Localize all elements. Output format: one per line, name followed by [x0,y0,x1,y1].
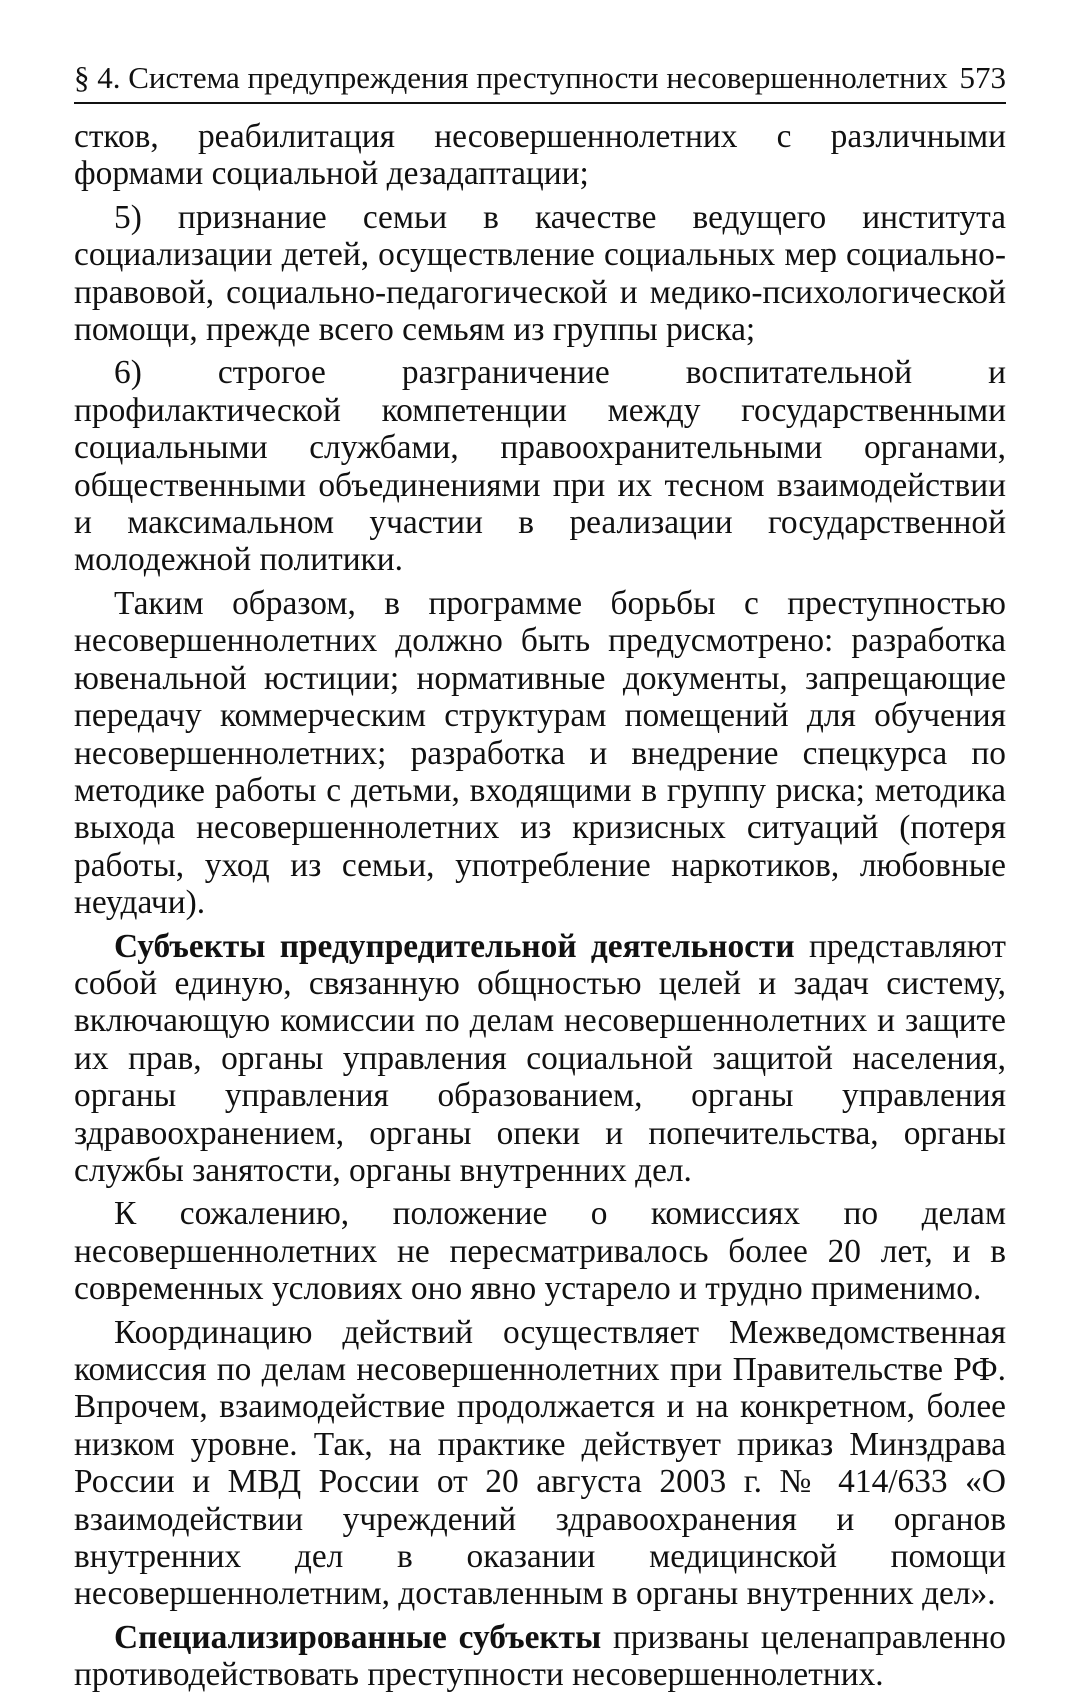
page-number: 573 [959,60,1006,95]
paragraph: Таким образом, в программе борьбы с преступностью несовершеннолетних должно быть предусмотрено: разработка ювенальной юстиции; нормативные документы, запрещающие передачу коммерческим структурам помещений для обучения несовершеннолетних; разработка и внедрение спецкурса по методике работы с детьми, входящими в группу риска; методика выхода несовершеннолетних из кризисных ситуаций (потеря работы, уход из семьи, употребление наркотиков, любовные неудачи). [74,584,1006,922]
paragraph: Координацию действий осуществляет Межведомственная комиссия по делам несовершеннолетних при Правительстве РФ. Впрочем, взаимодействие продолжается и на конкретном, более низком уровне. Так, на практике действует приказ Минздрава России и МВД России от 20 августа 2003 г. № 414/633 «О взаимодействии учреждений здравоохранения и органов внутренних дел в оказании медицинской помощи несовершеннолетним, доставленным в органы внутренних дел». [74,1313,1006,1613]
paragraph: Субъекты предупредительной деятельности представляют собой единую, связанную общностью целей и задач систему, включающую комиссии по делам несовершеннолетних и защите их прав, органы управления социальной защитой населения, органы управления образованием, органы управления здравоохранением, органы опеки и попечительства, органы службы занятости, органы внутренних дел. [74,927,1006,1189]
paragraph: 5) признание семьи в качестве ведущего института социализации детей, осуществление социальных мер социально-правовой, социально-педагогической и медико-психологической помощи, прежде всего семьям из группы риска; [74,198,1006,349]
book-page [74,58,1006,1700]
running-header [74,58,1006,104]
bold-term: Субъекты предупредительной деятельности [114,927,795,965]
paragraph: стков, реабилитация несовершеннолетних с различными формами социальной дезадаптации; [74,118,1006,193]
paragraph: 6) строгое разграничение воспитательной и профилактической компетенции между государственными социальными службами, правоохранительными органами, общественными объединениями при их тесном взаимодействии и максимальном участии в реализации государственной молодежной политики. [74,354,1006,579]
section-title: § 4. Система предупреждения преступности несовершеннолетних [74,60,948,95]
body-text [74,118,1006,1694]
paragraph: К сожалению, положение о комиссиях по делам несовершеннолетних не пересматривалось более 20 лет, и в современных условиях оно явно устарело и трудно применимо. [74,1195,1006,1308]
bold-term: Специализированные субъекты [114,1618,602,1656]
paragraph: Специализированные субъекты призваны целенаправленно противодействовать преступности несовершеннолетних. [74,1618,1006,1694]
